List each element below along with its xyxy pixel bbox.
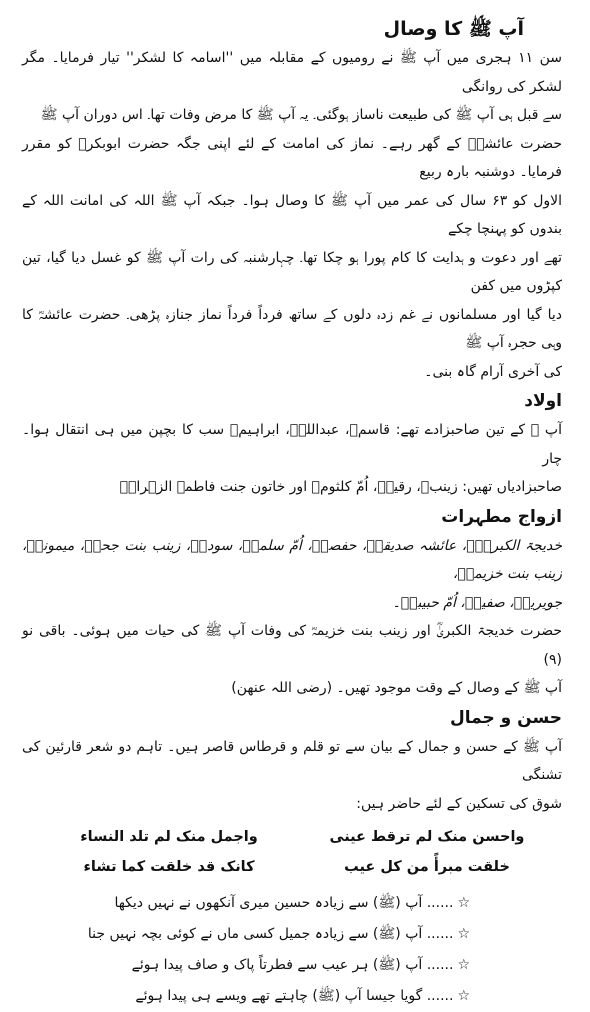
text-line: آپ ﷺ کے حسن و جمال کے بیان سے تو قلم و قرطاس قاصر ہیں۔ تاہم دو شعر قارئین کی تشنگی — [22, 738, 562, 783]
text-line: حضرت خدیجۃ الکبریٰؓ اور زینب بنت خزیمہؓ کی وفات آپ ﷺ کی حیات میں ہوئی۔ باقی نو (۹) — [22, 623, 562, 668]
translation-line: ...... آپ (ﷺ) سے زیادہ جمیل کسی ماں نے کوئی بچہ نہیں جنا — [87, 926, 454, 942]
text-line: کی آخری آرام گاہ بنی۔ — [424, 363, 562, 380]
text-line: آپ ﷺ کے وصال کے وقت موجود تھیں۔ (رضی اللہ عنھن) — [231, 680, 562, 696]
text-line: آپ ﷺ کے تین صاحبزادے تھے: قاسمؓ، عبداللہؓ، ابراہیمؓ سب کا بچپن میں ہی انتقال ہوا۔ چار — [22, 422, 562, 467]
star-icon: ☆ — [457, 988, 470, 1004]
text-line: تھے اور دعوت و ہدایت کا کام پورا ہو چکا تھا۔ چہارشنبہ کی رات آپ ﷺ کو غسل دیا گیا، تین کپڑوں میں کفن — [22, 249, 562, 294]
list-item — [22, 950, 470, 981]
translation-line: ...... آپ (ﷺ) سے زیادہ حسین میری آنکھوں نے نہیں دیکھا — [114, 895, 454, 911]
section-title-azwaj: ازواج مطہرات — [441, 506, 562, 527]
paragraph-azwaj — [22, 532, 562, 703]
paragraph-husn — [22, 733, 562, 819]
list-item — [22, 919, 470, 950]
section-title-husn: حسن و جمال — [449, 707, 562, 728]
text-line: سن ۱۱ ہجری میں آپ ﷺ نے رومیوں کے مقابلہ میں ''اسامہ کا لشکر'' تیار فرمایا۔ مگر لشکر کی روانگی — [22, 50, 563, 95]
verse-hemistich: کانک قد خلقت کما تشاء — [83, 859, 255, 875]
paragraph-aulad — [22, 416, 562, 502]
text-line: خدیجۃ الکبریٰؓ، عائشہ صدیقہؓ، حفصہؓ، اُمّ سلمہؓ، سودہؓ، زینب بنت جحشؓ، میمونہؓ، زینب بنت خزیمہؓ، — [22, 537, 562, 582]
translation-list — [22, 888, 562, 1012]
text-line: حضرت عائشہؓ کے گھر رہے۔ نماز کی امامت کے لئے اپنی جگہ حضرت ابوبکرؓ کو مقرر فرمایا۔ دوشنبہ بارہ ربیع — [22, 135, 562, 180]
text-line: جویریہؓ، صفیہؓ، اُمّ حبیبہؓ۔ — [392, 594, 562, 611]
verse-hemistich: خلقت مبرأً من کل عیب — [344, 859, 510, 875]
text-line: شوق کی تسکین کے لئے حاضر ہیں: — [356, 795, 562, 812]
text-line: الاول کو ۶۳ سال کی عمر میں آپ ﷺ کا وصال ہوا۔ جبکہ آپ ﷺ اللہ کی امانت اللہ کے بندوں کو پہنچا چکے — [22, 192, 563, 237]
text-line: دیا گیا اور مسلمانوں نے غم زدہ دلوں کے ساتھ فرداً فرداً نماز جنازہ پڑھی۔ حضرت عائشہؓ کا وہی حجرہ آپ ﷺ — [22, 306, 562, 351]
paragraph-wafat — [22, 44, 562, 386]
section-title-aulad: اولاد — [524, 391, 562, 411]
list-item — [22, 981, 470, 1012]
translation-line: ...... آپ (ﷺ) ہر عیب سے فطرتاً پاک و صاف پیدا ہوئے — [131, 957, 454, 973]
section-title-wafat: آپ ﷺ کا وصال — [383, 18, 524, 40]
star-icon: ☆ — [457, 895, 470, 911]
star-icon: ☆ — [457, 957, 470, 973]
translation-line: ...... گویا جیسا آپ (ﷺ) چاہتے تھے ویسے ہی پیدا ہوئے — [135, 988, 454, 1004]
list-item — [22, 888, 470, 919]
text-line: صاحبزادیاں تھیں: زینبؓ، رقیہؓ، اُمّ کلثومؓ اور خاتون جنت فاطمۃ الزہراؓ۔ — [119, 479, 562, 495]
text-line: سے قبل ہی آپ ﷺ کی طبیعت ناساز ہوگئی۔ یہ آپ ﷺ کا مرض وفات تھا۔ اس دوران آپ ﷺ — [40, 107, 562, 123]
verse-hemistich: واحسن منک لم ترقط عینی — [329, 829, 525, 845]
verse-hemistich: واجمل منک لم تلد النساء — [80, 829, 258, 845]
arabic-verses — [52, 822, 544, 882]
star-icon: ☆ — [457, 926, 470, 942]
